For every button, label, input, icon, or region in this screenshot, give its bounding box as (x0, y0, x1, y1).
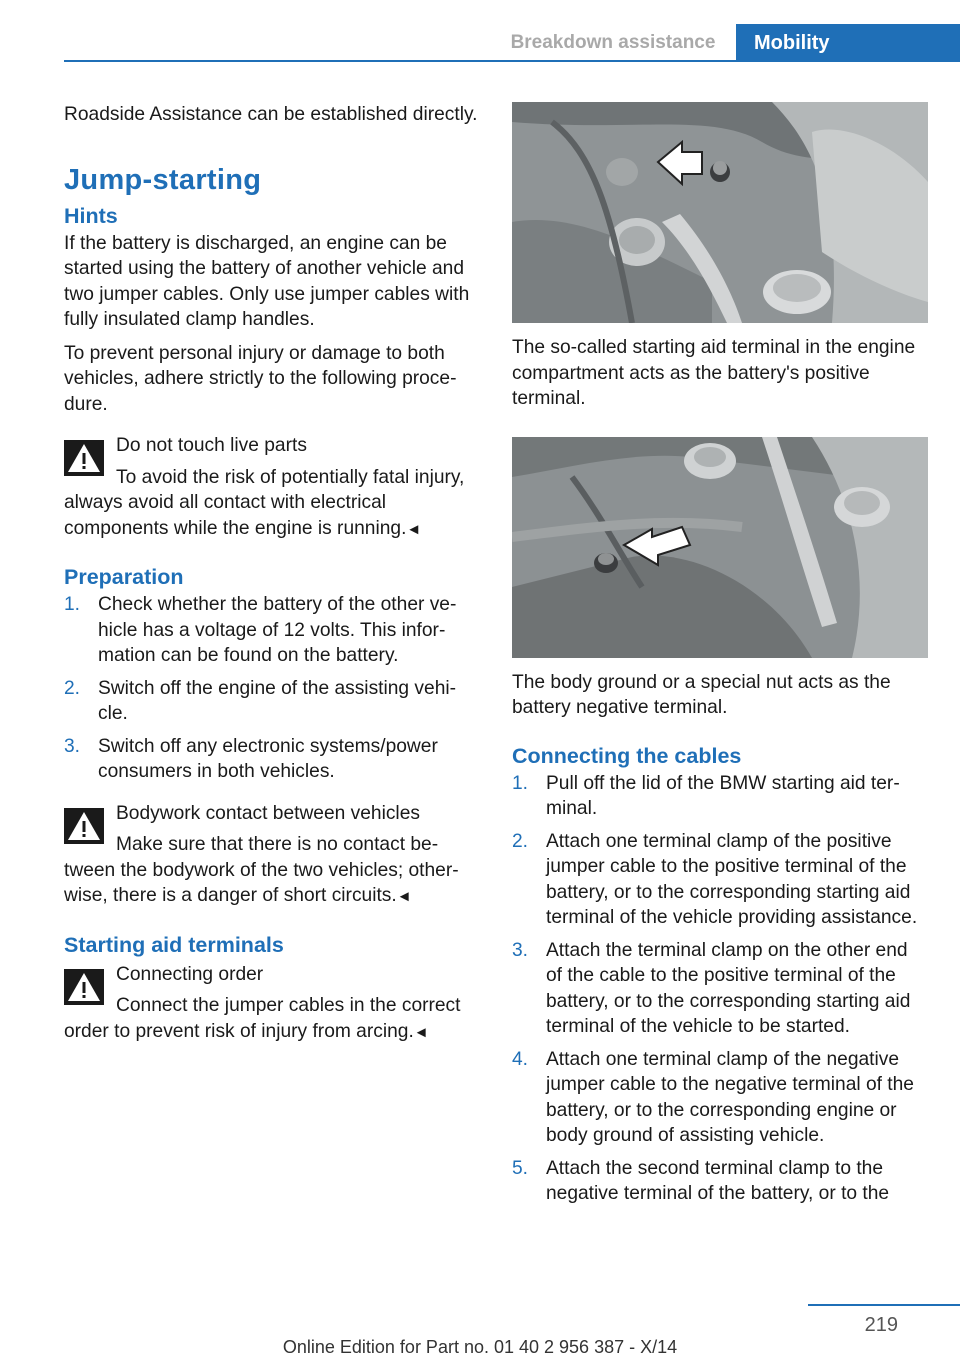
list-item (64, 676, 478, 727)
step-text: Attach one terminal clamp of the negative jumper cable to the negative terminal of the battery, or to the corresponding engine or body ground of assisting vehicle. (546, 1048, 914, 1146)
list-item (512, 938, 928, 1040)
step-number: 1. (512, 772, 529, 794)
step-number: 3. (512, 939, 529, 961)
list-item (64, 734, 478, 785)
photo-1-caption: The so-called starting aid terminal in the engine compartment acts as the battery's positive terminal. (512, 337, 916, 409)
edition-footer: Online Edition for Part no. 01 40 2 956 387 - X/14 (282, 1337, 678, 1357)
preparation-steps (64, 592, 478, 785)
step-number: 5. (512, 1157, 529, 1179)
warning-triangle-icon (64, 969, 104, 1005)
warning-connecting-order (64, 962, 478, 1046)
step-text: Switch off the engine of the assisting vehicle. (98, 677, 457, 724)
warning-bodywork-contact (64, 801, 478, 910)
warning-live-parts (64, 433, 478, 542)
warning-title: Bodywork contact between vehicles (116, 802, 420, 824)
warning-text-container (64, 993, 478, 1045)
step-text: Attach the second terminal clamp to the negative terminal of the battery, or to the (546, 1157, 890, 1204)
page-header (0, 24, 960, 62)
list-item (512, 1047, 928, 1149)
photo-2-caption: The body ground or a special nut acts as the battery negative terminal. (512, 671, 891, 718)
step-text: Check whether the battery of the other vehicle has a voltage of 12 volts. This information can be found on the battery. (98, 594, 457, 666)
list-item (64, 592, 478, 669)
intro-paragraph: Roadside Assistance can be established directly. (64, 104, 478, 125)
hints-paragraph-2: To prevent personal injury or damage to both vehicles, adhere strictly to the following procedure. (64, 342, 457, 415)
warning-triangle-icon (64, 808, 104, 844)
warning-title: Do not touch live parts (116, 435, 307, 456)
preparation-heading: Preparation (64, 565, 184, 589)
body-ground-negative-terminal-photo (512, 437, 928, 658)
page-number: 219 (864, 1314, 898, 1336)
hints-paragraph-1: If the battery is discharged, an engine can be started using the battery of another vehicle and two jumper cables. Only use jumper cables with fully insulated clamp handles. (64, 232, 470, 330)
connecting-cables-heading: Connecting the cables (512, 743, 742, 768)
step-text: Attach one terminal clamp of the positive jumper cable to the positive terminal of the battery, or to the corresponding starting aid terminal of the vehicle providing assistance. (546, 830, 918, 928)
step-number: 4. (512, 1048, 529, 1070)
header-rule (64, 60, 736, 62)
step-number: 2. (64, 677, 81, 699)
end-mark: ◄ (413, 1023, 429, 1041)
right-column (512, 102, 928, 1215)
header-chapter-tab: Mobility (736, 24, 960, 62)
step-number: 1. (64, 594, 81, 615)
step-text: Switch off any electronic systems/power consumers in both vehicles. (98, 735, 438, 782)
starting-aid-terminals-heading: Starting aid terminals (64, 932, 284, 957)
warning-text: Connect the jumper cables in the correct order to prevent risk of injury from arcing. (64, 995, 461, 1042)
page-number-rule (808, 1304, 960, 1306)
warning-title: Connecting order (116, 963, 264, 985)
warning-text-container (64, 832, 478, 910)
warning-triangle-icon (64, 440, 104, 476)
end-mark: ◄ (406, 520, 422, 538)
section-title: Jump-starting (64, 163, 262, 196)
step-text: Attach the terminal clamp on the other end of the cable to the positive terminal of the battery, or to the corresponding starting aid terminal of the vehicle to be started. (546, 939, 911, 1037)
step-text: Pull off the lid of the BMW starting aid terminal. (546, 772, 900, 819)
connecting-steps (512, 771, 928, 1207)
warning-text-container (64, 465, 478, 543)
step-number: 3. (64, 735, 81, 757)
list-item (512, 1156, 928, 1207)
engine-compartment-positive-terminal-photo (512, 102, 928, 323)
warning-text: To avoid the risk of potentially fatal injury, always avoid all contact with electrical components while the engine is running. (64, 466, 465, 539)
end-mark: ◄ (396, 888, 412, 905)
warning-text: Make sure that there is no contact between the bodywork of the two vehicles; otherwise, there is a danger of short circuits. (64, 834, 459, 906)
hints-heading: Hints (64, 203, 118, 228)
list-item (512, 829, 928, 931)
header-section-title: Breakdown assistance (510, 32, 716, 53)
left-column (64, 102, 478, 1067)
list-item (512, 771, 928, 822)
step-number: 2. (512, 830, 529, 852)
